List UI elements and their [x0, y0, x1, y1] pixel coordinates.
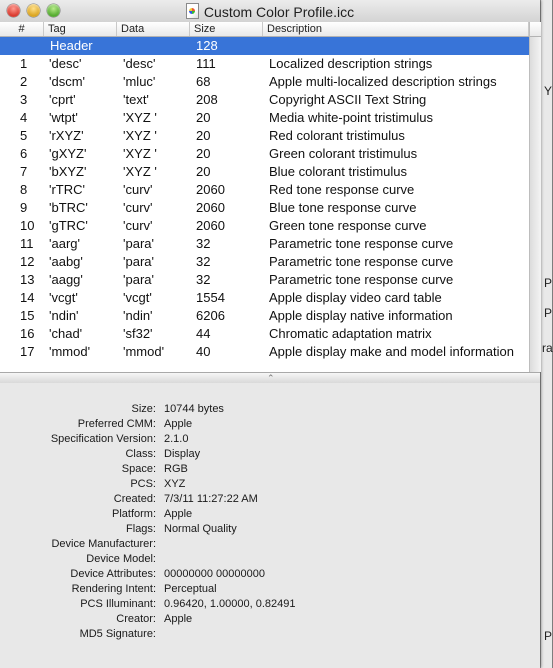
info-row — [0, 537, 540, 552]
info-value: Display — [164, 448, 201, 460]
info-label: Rendering Intent: — [71, 583, 156, 595]
row-tag: 'aabg' — [49, 254, 83, 269]
row-data: 'vcgt' — [123, 290, 152, 305]
info-row — [0, 582, 540, 597]
row-tag: Header — [50, 38, 93, 53]
info-label: Created: — [113, 493, 156, 505]
table-body — [0, 37, 529, 361]
row-data — [117, 37, 196, 55]
row-tag: 'mmod' — [49, 344, 91, 359]
tag-table — [0, 22, 540, 372]
table-row[interactable] — [0, 253, 529, 271]
row-size: 20 — [196, 128, 211, 143]
row-size: 2060 — [196, 218, 225, 233]
row-data: 'curv' — [123, 182, 153, 197]
row-description: Parametric tone response curve — [269, 254, 454, 269]
column-header-number[interactable]: # — [0, 22, 44, 36]
row-tag: 'aarg' — [49, 236, 80, 251]
row-data: 'para' — [123, 272, 154, 287]
info-value: Normal Quality — [164, 523, 237, 535]
info-row — [0, 432, 540, 447]
row-size: 6206 — [196, 308, 225, 323]
info-value: 10744 bytes — [164, 403, 224, 415]
title-bar[interactable] — [0, 0, 540, 23]
column-header-size[interactable]: Size — [190, 22, 263, 36]
info-label: Size: — [131, 403, 156, 415]
background-window-edge — [540, 0, 552, 668]
info-row — [0, 567, 540, 582]
row-size: 20 — [196, 110, 211, 125]
info-row — [0, 627, 540, 642]
background-text-fragment: ra — [542, 341, 553, 355]
row-size: 2060 — [196, 182, 225, 197]
background-text-fragment: Y — [544, 84, 553, 98]
info-label: Space: — [121, 463, 156, 475]
row-description: Blue tone response curve — [269, 200, 417, 215]
row-description: Media white-point tristimulus — [269, 110, 434, 125]
row-number: 12 — [20, 254, 35, 269]
row-number: 16 — [20, 326, 35, 341]
row-number: 2 — [20, 74, 28, 89]
row-size: 2060 — [196, 200, 225, 215]
row-data: 'desc' — [123, 56, 156, 71]
window-title-text: Custom Color Profile.icc — [203, 4, 355, 20]
info-label: PCS: — [130, 478, 156, 490]
info-value: 00000000 00000000 — [164, 568, 265, 580]
row-data: 'sf32' — [123, 326, 153, 341]
row-number: 8 — [20, 182, 28, 197]
row-description: Apple display video card table — [269, 290, 442, 305]
row-size: 20 — [196, 164, 211, 179]
table-row[interactable] — [0, 271, 529, 289]
info-label: Device Manufacturer: — [51, 538, 156, 550]
table-row[interactable] — [0, 145, 529, 163]
row-data: 'XYZ ' — [123, 164, 157, 179]
info-value: Perceptual — [164, 583, 217, 595]
row-number: 17 — [20, 344, 35, 359]
vertical-scrollbar[interactable] — [529, 22, 541, 372]
row-description: Apple display make and model information — [269, 344, 514, 359]
table-row[interactable] — [0, 163, 529, 181]
table-row[interactable] — [0, 289, 529, 307]
row-number: 13 — [20, 272, 35, 287]
row-number — [0, 37, 44, 55]
row-number: 4 — [20, 110, 28, 125]
row-tag: 'gTRC' — [49, 218, 88, 233]
info-value: RGB — [164, 463, 188, 475]
info-label: Device Attributes: — [70, 568, 156, 580]
row-size: 32 — [196, 254, 211, 269]
row-description: Green tone response curve — [269, 218, 427, 233]
row-description: Apple display native information — [269, 308, 453, 323]
info-row — [0, 507, 540, 522]
row-description: Blue colorant tristimulus — [269, 164, 407, 179]
row-tag: 'rXYZ' — [49, 128, 84, 143]
table-header — [0, 22, 529, 37]
row-data: 'mluc' — [123, 74, 156, 89]
table-row-header[interactable] — [0, 37, 529, 55]
row-size: 32 — [196, 236, 211, 251]
table-row[interactable] — [0, 109, 529, 127]
row-number: 10 — [20, 218, 35, 233]
row-number: 14 — [20, 290, 35, 305]
row-number: 3 — [20, 92, 28, 107]
table-row[interactable] — [0, 217, 529, 235]
row-data: 'XYZ ' — [123, 128, 157, 143]
row-tag: 'bTRC' — [49, 200, 88, 215]
table-row[interactable] — [0, 181, 529, 199]
info-row — [0, 492, 540, 507]
row-tag: 'gXYZ' — [49, 146, 87, 161]
info-row — [0, 552, 540, 567]
row-description — [263, 37, 535, 55]
row-size: 128 — [196, 38, 218, 53]
row-tag: 'dscm' — [49, 74, 86, 89]
info-row — [0, 447, 540, 462]
info-label: Class: — [125, 448, 156, 460]
info-label: MD5 Signature: — [79, 628, 156, 640]
row-description: Apple multi-localized description strings — [269, 74, 497, 89]
info-row — [0, 612, 540, 627]
row-number: 9 — [20, 200, 28, 215]
info-label: Device Model: — [86, 553, 156, 565]
row-data: 'mmod' — [123, 344, 165, 359]
row-size: 44 — [196, 326, 211, 341]
info-value: 7/3/11 11:27:22 AM — [164, 493, 258, 505]
column-header-data[interactable]: Data — [117, 22, 190, 36]
row-data: 'text' — [123, 92, 149, 107]
profile-info-panel — [0, 383, 540, 668]
info-row — [0, 402, 540, 417]
row-tag: 'aagg' — [49, 272, 83, 287]
row-tag: 'ndin' — [49, 308, 79, 323]
row-tag: 'vcgt' — [49, 290, 78, 305]
info-row — [0, 462, 540, 477]
table-row[interactable] — [0, 325, 529, 343]
row-number: 1 — [20, 56, 28, 71]
row-tag: 'wtpt' — [49, 110, 78, 125]
row-data: 'XYZ ' — [123, 110, 157, 125]
row-data: 'XYZ ' — [123, 146, 157, 161]
row-data: 'para' — [123, 254, 154, 269]
row-size: 40 — [196, 344, 211, 359]
info-value: Apple — [164, 613, 193, 625]
row-number: 11 — [20, 236, 34, 251]
row-number: 6 — [20, 146, 28, 161]
table-row[interactable] — [0, 307, 529, 325]
row-tag: 'bXYZ' — [49, 164, 87, 179]
background-text-fragment: P — [544, 306, 553, 320]
row-description: Parametric tone response curve — [269, 236, 454, 251]
row-data: 'para' — [123, 236, 154, 251]
info-label: Platform: — [111, 508, 156, 520]
background-text-fragment: P — [544, 276, 553, 290]
row-tag: 'cprt' — [49, 92, 76, 107]
info-row — [0, 477, 540, 492]
background-text-fragment: P — [544, 629, 553, 643]
row-description: Green colorant tristimulus — [269, 146, 418, 161]
info-row — [0, 597, 540, 612]
info-label: Flags: — [126, 523, 156, 535]
info-label: PCS Illuminant: — [80, 598, 156, 610]
info-label: Preferred CMM: — [77, 418, 156, 430]
row-number: 15 — [20, 308, 35, 323]
table-row[interactable] — [0, 55, 529, 73]
row-description: Localized description strings — [269, 56, 433, 71]
row-number: 7 — [20, 164, 28, 179]
table-row[interactable] — [0, 127, 529, 145]
row-size: 32 — [196, 272, 211, 287]
table-row[interactable] — [0, 235, 529, 253]
row-data: 'curv' — [123, 218, 153, 233]
row-size: 68 — [196, 74, 211, 89]
row-size: 208 — [196, 92, 218, 107]
info-value: 2.1.0 — [164, 433, 189, 445]
row-description: Chromatic adaptation matrix — [269, 326, 432, 341]
table-row[interactable] — [0, 91, 529, 109]
row-size: 111 — [196, 56, 216, 71]
row-tag: 'chad' — [49, 326, 83, 341]
info-row — [0, 522, 540, 537]
row-size: 20 — [196, 146, 211, 161]
table-row[interactable] — [0, 343, 529, 361]
table-header-corner — [530, 22, 541, 37]
table-row[interactable] — [0, 73, 529, 91]
row-data: 'curv' — [123, 200, 153, 215]
divider-grip-icon: ⌃ — [267, 373, 275, 383]
info-value: 0.96420, 1.00000, 0.82491 — [164, 598, 296, 610]
row-description: Red colorant tristimulus — [269, 128, 405, 143]
column-header-tag[interactable]: Tag — [44, 22, 117, 36]
info-value: XYZ — [164, 478, 186, 490]
color-profile-document-icon — [186, 3, 199, 19]
info-value: Apple — [164, 418, 193, 430]
column-header-description[interactable]: Description — [263, 22, 529, 36]
info-row — [0, 417, 540, 432]
row-number: 5 — [20, 128, 28, 143]
row-tag: 'rTRC' — [49, 182, 86, 197]
row-tag: 'desc' — [49, 56, 82, 71]
row-size: 1554 — [196, 290, 225, 305]
info-value: Apple — [164, 508, 193, 520]
table-row[interactable] — [0, 199, 529, 217]
row-description: Red tone response curve — [269, 182, 415, 197]
row-data: 'ndin' — [123, 308, 153, 323]
row-description: Parametric tone response curve — [269, 272, 454, 287]
info-label: Creator: — [116, 613, 156, 625]
info-label: Specification Version: — [50, 433, 156, 445]
row-description: Copyright ASCII Text String — [269, 92, 427, 107]
window-title — [0, 3, 540, 20]
